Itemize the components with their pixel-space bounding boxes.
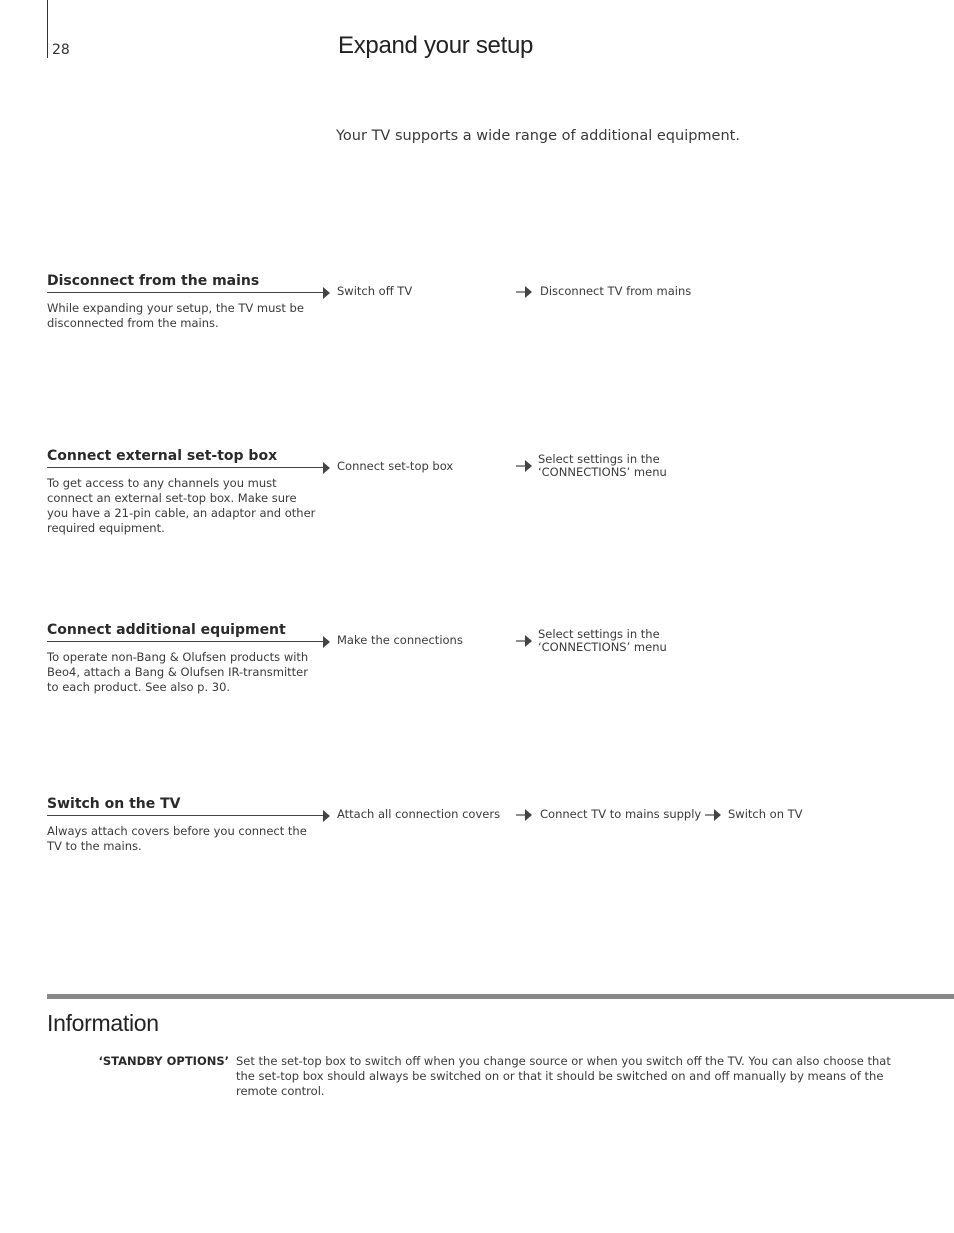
- section-title: Disconnect from the mains: [47, 273, 260, 289]
- section-rule: [47, 815, 324, 816]
- step-3: Switch on TV: [728, 807, 803, 821]
- page-number: 28: [52, 42, 70, 58]
- information-text: Set the set-top box to switch off when you change source or when you switch off the TV. You can also choose that the set-top box should always be switched on or that it should be switched on and off manually by means of the remote control.: [236, 1054, 891, 1098]
- section-arrow-icon: [323, 810, 330, 822]
- step-2: Select settings in the ‘CONNECTIONS’ menu: [538, 452, 667, 479]
- arrow-right-icon: [705, 809, 721, 821]
- information-divider: [47, 994, 954, 999]
- section-title: Connect additional equipment: [47, 622, 286, 638]
- section-description: To get access to any channels you must connect an external set-top box. Make sure you have a 21-pin cable, an adaptor and other required equipment.: [47, 476, 316, 535]
- intro-text: Your TV supports a wide range of additional equipment.: [336, 128, 740, 144]
- section-rule: [47, 292, 324, 293]
- step-1: Make the connections: [337, 633, 463, 647]
- section-arrow-icon: [323, 462, 330, 474]
- section-arrow-icon: [323, 287, 330, 299]
- section-description: To operate non-Bang & Olufsen products with Beo4, attach a Bang & Olufsen IR-transmitter to each product. See also p. 30.: [47, 650, 309, 694]
- arrow-right-icon: [516, 635, 532, 647]
- step-1: Connect set-top box: [337, 459, 454, 473]
- section-title: Connect external set-top box: [47, 448, 278, 464]
- information-title: Information: [47, 1010, 159, 1036]
- arrow-right-icon: [516, 286, 532, 298]
- arrow-right-icon: [516, 809, 532, 821]
- step-2: Connect TV to mains supply: [540, 807, 702, 821]
- step-1: Switch off TV: [337, 284, 413, 298]
- section-title: Switch on the TV: [47, 796, 181, 812]
- section-rule: [47, 467, 324, 468]
- page-margin-rule: [47, 0, 48, 58]
- section-arrow-icon: [323, 636, 330, 648]
- arrow-right-icon: [516, 460, 532, 472]
- step-2: Disconnect TV from mains: [540, 284, 692, 298]
- page-title: Expand your setup: [338, 32, 534, 59]
- section-description: While expanding your setup, the TV must be disconnected from the mains.: [47, 301, 304, 330]
- step-2: Select settings in the ‘CONNECTIONS’ menu: [538, 627, 667, 654]
- step-1: Attach all connection covers: [337, 807, 501, 821]
- information-label: ‘STANDBY OPTIONS’: [98, 1054, 229, 1068]
- section-rule: [47, 641, 324, 642]
- section-description: Always attach covers before you connect the TV to the mains.: [47, 824, 307, 853]
